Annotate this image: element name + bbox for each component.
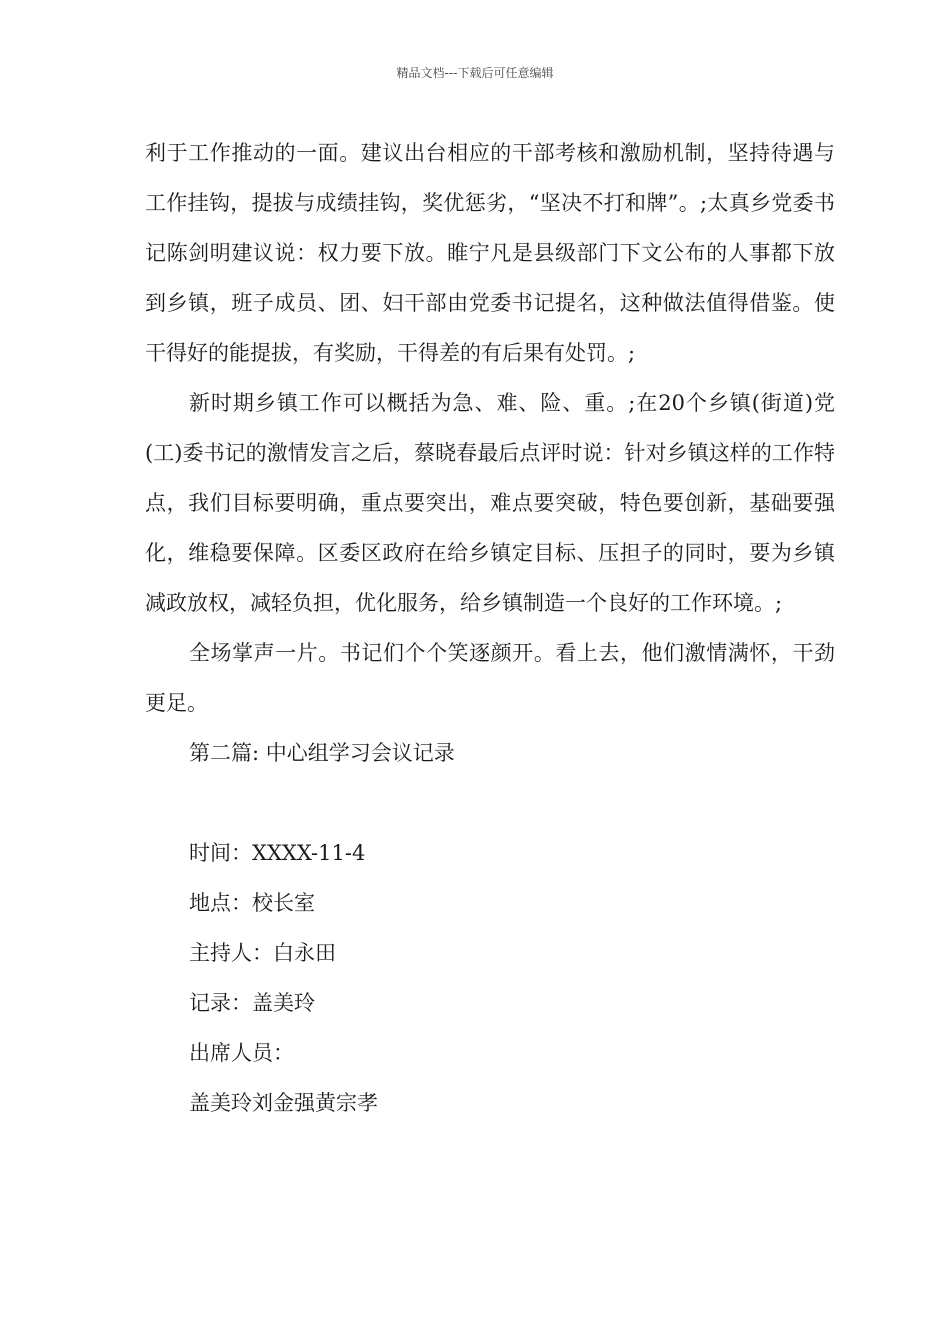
attendees-list: 盖美玲刘金强黄宗孝 bbox=[189, 1091, 378, 1115]
paragraph: 新时期乡镇工作可以概括为急、难、险、重。;在20个乡镇(街道)党(工)委书记的激情发言之后，蔡晓春最后点评时说：针对乡镇这样的工作特点，我们目标要明确，重点要突出，难点要突破，特色要创新，基础要强化，维稳要保障。区委区政府在给乡镇定目标、压担子的同时，要为乡镇减政放权，减轻负担，优化服务，给乡镇制造一个良好的工作环境。; bbox=[145, 391, 835, 615]
document-body bbox=[145, 128, 835, 1128]
meeting-time: 时间：XXXX-11-4 bbox=[189, 841, 366, 865]
meeting-place: 地点：校长室 bbox=[189, 891, 315, 915]
meeting-host: 主持人：白永田 bbox=[189, 941, 336, 965]
page-header: 精品文档---下载后可任意编辑 bbox=[396, 66, 554, 80]
paragraph: 全场掌声一片。书记们个个笑逐颜开。看上去，他们激情满怀，干劲更足。 bbox=[145, 641, 835, 715]
blank-line bbox=[145, 778, 835, 828]
section-title: 第二篇: 中心组学习会议记录 bbox=[189, 741, 455, 765]
paragraph-continued: 利于工作推动的一面。建议出台相应的干部考核和激励机制，坚持待遇与工作挂钩，提拔与成绩挂钩，奖优惩劣，“坚决不打和牌”。;太真乡党委书记陈剑明建议说：权力要下放。睢宁凡是县级部门下文公布的人事都下放到乡镇，班子成员、团、妇干部由党委书记提名，这种做法值得借鉴。使干得好的能提拔，有奖励，干得差的有后果有处罚。; bbox=[145, 141, 835, 365]
attendees-label: 出席人员： bbox=[189, 1041, 294, 1065]
meeting-recorder: 记录：盖美玲 bbox=[189, 991, 315, 1015]
